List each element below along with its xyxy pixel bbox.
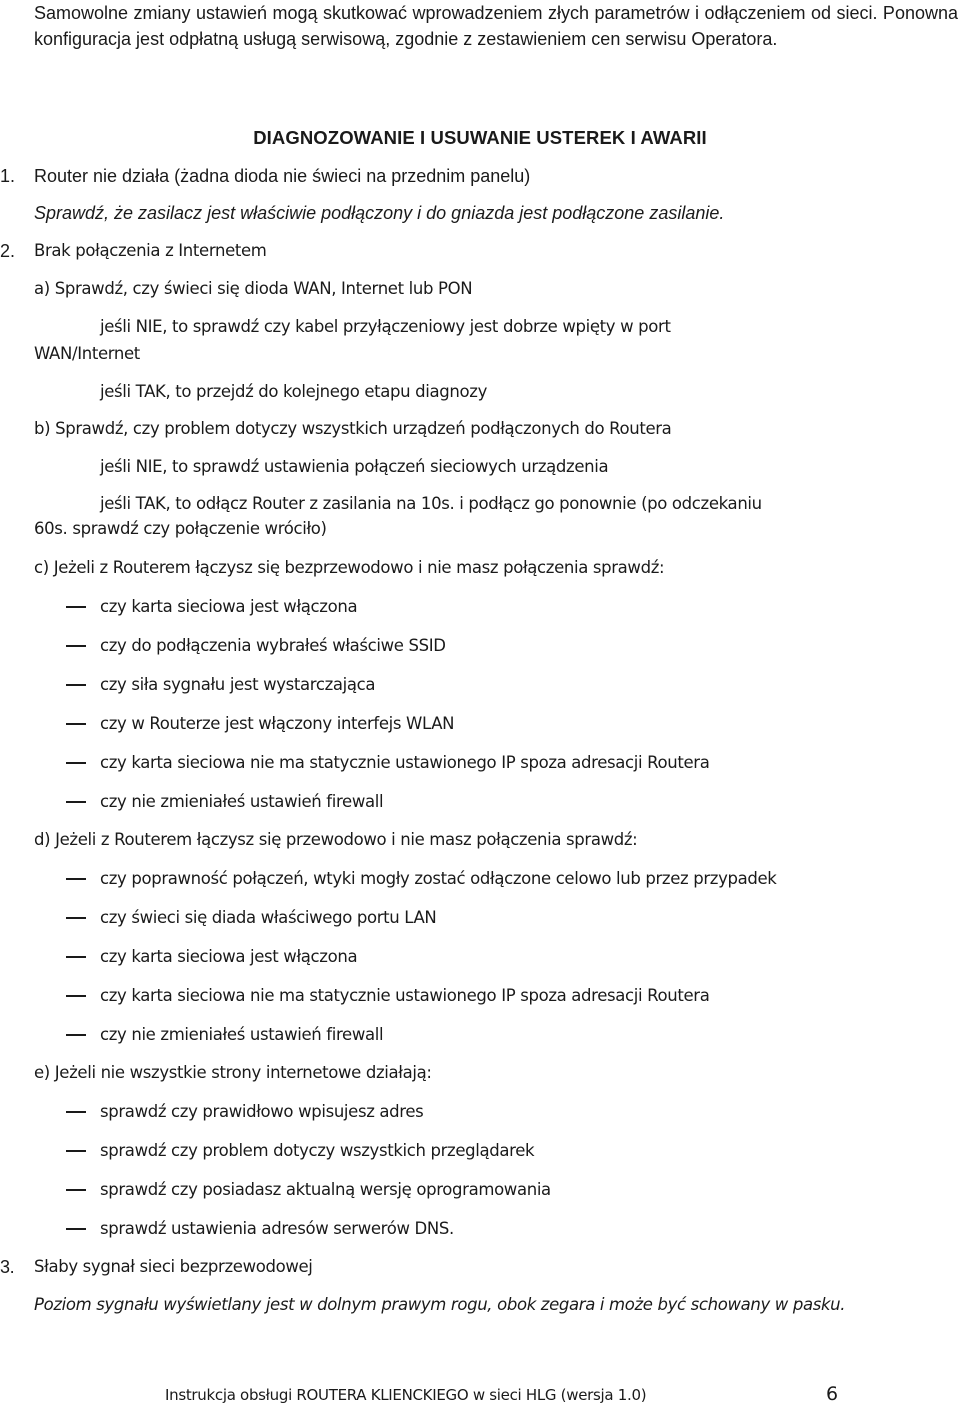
list-item: sprawdź czy posiadasz aktualną wersję oprogramowania — [100, 1180, 551, 1199]
list-item: czy świeci się diada właściwego portu LAN — [100, 908, 437, 927]
footer-text: Instrukcja obsługi ROUTERA KLIENCKIEGO w sieci HLG (wersja 1.0) — [165, 1386, 647, 1404]
section2-title: Brak połączenia z Internetem — [34, 241, 267, 260]
list-item: czy siła sygnału jest wystarczająca — [100, 675, 376, 694]
bullet-dash — [66, 684, 86, 686]
list-item: czy poprawność połączeń, wtyki mogły zostać odłączone celowo lub przez przypadek — [100, 869, 777, 888]
bullet-dash — [66, 1228, 86, 1230]
section1-title: Router nie działa (żadna dioda nie świeci na przednim panelu) — [34, 166, 531, 186]
step-e-label: e) Jeżeli nie wszystkie strony internetowe działają: — [34, 1063, 432, 1082]
list-item: sprawdź czy prawidłowo wpisujesz adres — [100, 1102, 424, 1121]
step-a-label: a) Sprawdź, czy świeci się dioda WAN, Internet lub PON — [34, 279, 473, 298]
page-number: 6 — [826, 1383, 839, 1405]
step-b-tak-line2: 60s. sprawdź czy połączenie wróciło) — [34, 519, 327, 538]
bullet-dash — [66, 995, 86, 997]
list-item: czy w Routerze jest włączony interfejs WLAN — [100, 714, 455, 733]
step-b-nie: jeśli NIE, to sprawdź ustawienia połączeń sieciowych urządzenia — [100, 457, 609, 476]
step-b-tak-line1: jeśli TAK, to odłącz Router z zasilania na 10s. i podłącz go ponownie (po odczekaniu — [100, 494, 762, 513]
list-item: czy karta sieciowa nie ma statycznie ustawionego IP spoza adresacji Routera — [100, 986, 710, 1005]
bullet-dash — [66, 956, 86, 958]
step-a-nie-line2: WAN/Internet — [34, 344, 140, 363]
bullet-dash — [66, 878, 86, 880]
list-item: czy nie zmieniałeś ustawień firewall — [100, 1025, 384, 1044]
list-item: sprawdź ustawienia adresów serwerów DNS. — [100, 1219, 454, 1238]
section-heading: DIAGNOZOWANIE I USUWANIE USTEREK I AWARII — [253, 127, 707, 148]
section2-number: 2. — [0, 241, 16, 261]
bullet-dash — [66, 1034, 86, 1036]
bullet-dash — [66, 917, 86, 919]
intro-paragraph: Samowolne zmiany ustawień mogą skutkować wprowadzeniem złych parametrów i odłączeniem od sieci. Ponowna konfiguracja jest odpłatną usługą serwisową, zgodnie z zestawieniem cen serwisu Operatora. — [34, 3, 958, 49]
list-item: sprawdź czy problem dotyczy wszystkich przeglądarek — [100, 1141, 535, 1160]
step-c-label: c) Jeżeli z Routerem łączysz się bezprzewodowo i nie masz połączenia sprawdź: — [34, 558, 665, 577]
bullet-dash — [66, 723, 86, 725]
section1-number: 1. — [0, 166, 16, 186]
bullet-dash — [66, 606, 86, 608]
step-b-label: b) Sprawdź, czy problem dotyczy wszystkich urządzeń podłączonych do Routera — [34, 419, 672, 438]
list-item: czy karta sieciowa jest włączona — [100, 947, 358, 966]
step-a-nie-line1: jeśli NIE, to sprawdź czy kabel przyłączeniowy jest dobrze wpięty w port — [100, 317, 671, 336]
section3-number: 3. — [0, 1257, 15, 1277]
section3-title: Słaby sygnał sieci bezprzewodowej — [34, 1257, 313, 1276]
bullet-dash — [66, 645, 86, 647]
step-d-label: d) Jeżeli z Routerem łączysz się przewodowo i nie masz połączenia sprawdź: — [34, 830, 638, 849]
bullet-dash — [66, 801, 86, 803]
list-item: czy do podłączenia wybrałeś właściwe SSID — [100, 636, 446, 655]
bullet-dash — [66, 1189, 86, 1191]
bullet-dash — [66, 1111, 86, 1113]
list-item: czy karta sieciowa jest włączona — [100, 597, 358, 616]
step-a-tak: jeśli TAK, to przejdź do kolejnego etapu diagnozy — [100, 382, 487, 401]
bullet-dash — [66, 1150, 86, 1152]
bullet-dash — [66, 762, 86, 764]
section3-note: Poziom sygnału wyświetlany jest w dolnym prawym rogu, obok zegara i może być schowany w pasku. — [34, 1295, 846, 1314]
section1-note: Sprawdź, że zasilacz jest właściwie podłączony i do gniazda jest podłączone zasilanie. — [34, 203, 725, 223]
list-item: czy karta sieciowa nie ma statycznie ustawionego IP spoza adresacji Routera — [100, 753, 710, 772]
list-item: czy nie zmieniałeś ustawień firewall — [100, 792, 384, 811]
